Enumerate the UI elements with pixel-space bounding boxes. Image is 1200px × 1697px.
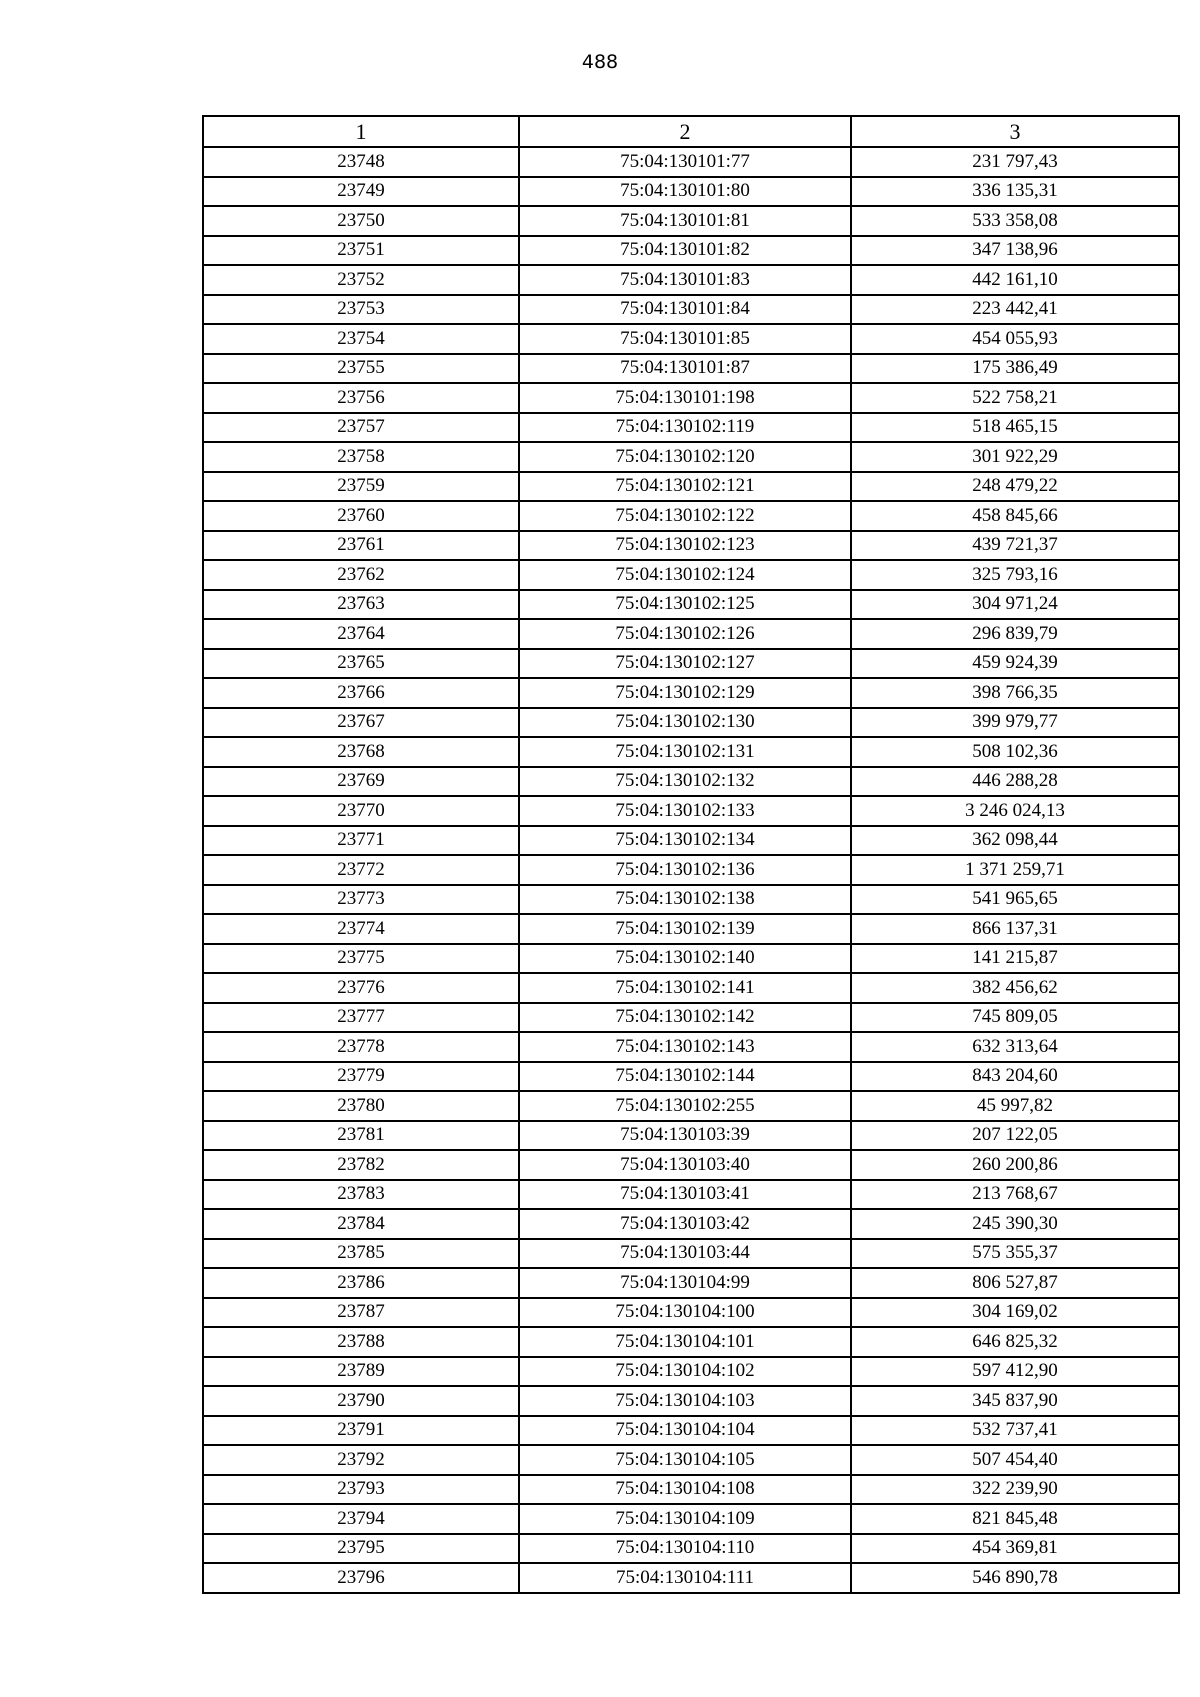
table-row <box>203 177 1179 207</box>
cadastral-number-cell: 75:04:130102:136 <box>519 855 851 885</box>
row-number-cell: 23759 <box>203 472 519 502</box>
row-number-cell: 23777 <box>203 1003 519 1033</box>
row-number-cell: 23795 <box>203 1534 519 1564</box>
table-row <box>203 796 1179 826</box>
table-row <box>203 1416 1179 1446</box>
value-cell: 398 766,35 <box>851 678 1179 708</box>
value-cell: 454 055,93 <box>851 324 1179 354</box>
row-number-cell: 23778 <box>203 1032 519 1062</box>
row-number-cell: 23790 <box>203 1386 519 1416</box>
cadastral-number-cell: 75:04:130102:134 <box>519 826 851 856</box>
value-cell: 575 355,37 <box>851 1239 1179 1269</box>
table-row <box>203 1121 1179 1151</box>
row-number-cell: 23772 <box>203 855 519 885</box>
value-cell: 646 825,32 <box>851 1327 1179 1357</box>
value-cell: 446 288,28 <box>851 767 1179 797</box>
value-cell: 245 390,30 <box>851 1209 1179 1239</box>
value-cell: 213 768,67 <box>851 1180 1179 1210</box>
value-cell: 442 161,10 <box>851 265 1179 295</box>
cadastral-number-cell: 75:04:130104:102 <box>519 1357 851 1387</box>
cadastral-number-cell: 75:04:130101:84 <box>519 295 851 325</box>
cadastral-number-cell: 75:04:130102:133 <box>519 796 851 826</box>
row-number-cell: 23789 <box>203 1357 519 1387</box>
table-header <box>203 116 1179 147</box>
cadastral-number-cell: 75:04:130101:83 <box>519 265 851 295</box>
table-row <box>203 885 1179 915</box>
value-cell: 322 239,90 <box>851 1475 1179 1505</box>
value-cell: 304 971,24 <box>851 590 1179 620</box>
value-cell: 745 809,05 <box>851 1003 1179 1033</box>
row-number-cell: 23757 <box>203 413 519 443</box>
value-cell: 399 979,77 <box>851 708 1179 738</box>
row-number-cell: 23782 <box>203 1150 519 1180</box>
value-cell: 806 527,87 <box>851 1268 1179 1298</box>
value-cell: 231 797,43 <box>851 147 1179 177</box>
row-number-cell: 23765 <box>203 649 519 679</box>
table-row <box>203 1327 1179 1357</box>
row-number-cell: 23755 <box>203 354 519 384</box>
table-row <box>203 678 1179 708</box>
cadastral-number-cell: 75:04:130101:82 <box>519 236 851 266</box>
row-number-cell: 23769 <box>203 767 519 797</box>
value-cell: 362 098,44 <box>851 826 1179 856</box>
row-number-cell: 23792 <box>203 1445 519 1475</box>
value-cell: 508 102,36 <box>851 737 1179 767</box>
cadastral-number-cell: 75:04:130103:41 <box>519 1180 851 1210</box>
value-cell: 175 386,49 <box>851 354 1179 384</box>
row-number-cell: 23754 <box>203 324 519 354</box>
table-row <box>203 1268 1179 1298</box>
cadastral-number-cell: 75:04:130104:103 <box>519 1386 851 1416</box>
row-number-cell: 23758 <box>203 442 519 472</box>
value-cell: 866 137,31 <box>851 914 1179 944</box>
table-row <box>203 1150 1179 1180</box>
table-row <box>203 1239 1179 1269</box>
table-row <box>203 590 1179 620</box>
table-row <box>203 1357 1179 1387</box>
cadastral-number-cell: 75:04:130103:42 <box>519 1209 851 1239</box>
cadastral-number-cell: 75:04:130102:126 <box>519 619 851 649</box>
value-cell: 597 412,90 <box>851 1357 1179 1387</box>
row-number-cell: 23762 <box>203 560 519 590</box>
table-row <box>203 1032 1179 1062</box>
row-number-cell: 23766 <box>203 678 519 708</box>
cadastral-number-cell: 75:04:130104:109 <box>519 1504 851 1534</box>
cadastral-number-cell: 75:04:130104:108 <box>519 1475 851 1505</box>
row-number-cell: 23773 <box>203 885 519 915</box>
table-row <box>203 1386 1179 1416</box>
row-number-cell: 23786 <box>203 1268 519 1298</box>
row-number-cell: 23771 <box>203 826 519 856</box>
row-number-cell: 23749 <box>203 177 519 207</box>
row-number-cell: 23783 <box>203 1180 519 1210</box>
row-number-cell: 23794 <box>203 1504 519 1534</box>
value-cell: 439 721,37 <box>851 531 1179 561</box>
table-row <box>203 295 1179 325</box>
cadastral-number-cell: 75:04:130102:255 <box>519 1091 851 1121</box>
cadastral-number-cell: 75:04:130102:129 <box>519 678 851 708</box>
table-row <box>203 1534 1179 1564</box>
value-cell: 459 924,39 <box>851 649 1179 679</box>
row-number-cell: 23796 <box>203 1563 519 1593</box>
cadastral-number-cell: 75:04:130103:44 <box>519 1239 851 1269</box>
row-number-cell: 23788 <box>203 1327 519 1357</box>
value-cell: 843 204,60 <box>851 1062 1179 1092</box>
value-cell: 248 479,22 <box>851 472 1179 502</box>
table-row <box>203 1180 1179 1210</box>
cadastral-number-cell: 75:04:130102:122 <box>519 501 851 531</box>
row-number-cell: 23753 <box>203 295 519 325</box>
column-header-3: 3 <box>851 116 1179 147</box>
value-cell: 518 465,15 <box>851 413 1179 443</box>
value-cell: 533 358,08 <box>851 206 1179 236</box>
cadastral-number-cell: 75:04:130102:123 <box>519 531 851 561</box>
value-cell: 223 442,41 <box>851 295 1179 325</box>
row-number-cell: 23787 <box>203 1298 519 1328</box>
table-row <box>203 472 1179 502</box>
row-number-cell: 23779 <box>203 1062 519 1092</box>
table-row <box>203 619 1179 649</box>
table-row <box>203 649 1179 679</box>
table-row <box>203 265 1179 295</box>
column-header-2: 2 <box>519 116 851 147</box>
row-number-cell: 23793 <box>203 1475 519 1505</box>
cadastral-number-cell: 75:04:130103:39 <box>519 1121 851 1151</box>
row-number-cell: 23760 <box>203 501 519 531</box>
row-number-cell: 23770 <box>203 796 519 826</box>
cadastral-number-cell: 75:04:130102:131 <box>519 737 851 767</box>
cadastral-number-cell: 75:04:130104:100 <box>519 1298 851 1328</box>
cadastral-number-cell: 75:04:130102:124 <box>519 560 851 590</box>
cadastral-number-cell: 75:04:130104:101 <box>519 1327 851 1357</box>
cadastral-number-cell: 75:04:130102:142 <box>519 1003 851 1033</box>
table-row <box>203 1091 1179 1121</box>
value-cell: 454 369,81 <box>851 1534 1179 1564</box>
row-number-cell: 23748 <box>203 147 519 177</box>
value-cell: 507 454,40 <box>851 1445 1179 1475</box>
table-row <box>203 531 1179 561</box>
cadastral-number-cell: 75:04:130104:105 <box>519 1445 851 1475</box>
row-number-cell: 23776 <box>203 973 519 1003</box>
cadastral-number-cell: 75:04:130104:111 <box>519 1563 851 1593</box>
row-number-cell: 23751 <box>203 236 519 266</box>
row-number-cell: 23768 <box>203 737 519 767</box>
header-row <box>203 116 1179 147</box>
value-cell: 141 215,87 <box>851 944 1179 974</box>
value-cell: 45 997,82 <box>851 1091 1179 1121</box>
cadastral-number-cell: 75:04:130102:139 <box>519 914 851 944</box>
row-number-cell: 23763 <box>203 590 519 620</box>
value-cell: 541 965,65 <box>851 885 1179 915</box>
cadastral-number-cell: 75:04:130101:87 <box>519 354 851 384</box>
value-cell: 336 135,31 <box>851 177 1179 207</box>
cadastral-number-cell: 75:04:130102:125 <box>519 590 851 620</box>
row-number-cell: 23752 <box>203 265 519 295</box>
cadastral-number-cell: 75:04:130102:120 <box>519 442 851 472</box>
value-cell: 296 839,79 <box>851 619 1179 649</box>
row-number-cell: 23764 <box>203 619 519 649</box>
table-row <box>203 1062 1179 1092</box>
row-number-cell: 23750 <box>203 206 519 236</box>
table-row <box>203 354 1179 384</box>
cadastral-number-cell: 75:04:130102:130 <box>519 708 851 738</box>
cadastral-number-cell: 75:04:130104:104 <box>519 1416 851 1446</box>
table-row <box>203 914 1179 944</box>
table-row <box>203 1563 1179 1593</box>
table-row <box>203 944 1179 974</box>
value-cell: 260 200,86 <box>851 1150 1179 1180</box>
table-row <box>203 973 1179 1003</box>
table-row <box>203 560 1179 590</box>
cadastral-number-cell: 75:04:130104:99 <box>519 1268 851 1298</box>
row-number-cell: 23784 <box>203 1209 519 1239</box>
value-cell: 304 169,02 <box>851 1298 1179 1328</box>
page-number: 488 <box>581 51 619 73</box>
table-row <box>203 767 1179 797</box>
value-cell: 345 837,90 <box>851 1386 1179 1416</box>
cadastral-number-cell: 75:04:130101:77 <box>519 147 851 177</box>
cadastral-number-cell: 75:04:130102:140 <box>519 944 851 974</box>
cadastral-number-cell: 75:04:130102:119 <box>519 413 851 443</box>
row-number-cell: 23791 <box>203 1416 519 1446</box>
value-cell: 382 456,62 <box>851 973 1179 1003</box>
table-row <box>203 708 1179 738</box>
cadastral-number-cell: 75:04:130102:127 <box>519 649 851 679</box>
table-body <box>203 147 1179 1593</box>
table-row <box>203 1003 1179 1033</box>
cadastral-number-cell: 75:04:130101:85 <box>519 324 851 354</box>
row-number-cell: 23774 <box>203 914 519 944</box>
value-cell: 546 890,78 <box>851 1563 1179 1593</box>
table-row <box>203 413 1179 443</box>
value-cell: 3 246 024,13 <box>851 796 1179 826</box>
row-number-cell: 23785 <box>203 1239 519 1269</box>
value-cell: 1 371 259,71 <box>851 855 1179 885</box>
row-number-cell: 23756 <box>203 383 519 413</box>
table-row <box>203 1475 1179 1505</box>
table-row <box>203 1445 1179 1475</box>
value-cell: 325 793,16 <box>851 560 1179 590</box>
value-cell: 532 737,41 <box>851 1416 1179 1446</box>
data-table <box>202 115 1180 1594</box>
row-number-cell: 23775 <box>203 944 519 974</box>
table-row <box>203 324 1179 354</box>
cadastral-number-cell: 75:04:130102:138 <box>519 885 851 915</box>
cadastral-number-cell: 75:04:130102:143 <box>519 1032 851 1062</box>
table-row <box>203 501 1179 531</box>
table-row <box>203 1298 1179 1328</box>
value-cell: 632 313,64 <box>851 1032 1179 1062</box>
table-row <box>203 855 1179 885</box>
value-cell: 821 845,48 <box>851 1504 1179 1534</box>
table-row <box>203 206 1179 236</box>
table-row <box>203 236 1179 266</box>
value-cell: 347 138,96 <box>851 236 1179 266</box>
cadastral-number-cell: 75:04:130101:80 <box>519 177 851 207</box>
table-row <box>203 442 1179 472</box>
column-header-1: 1 <box>203 116 519 147</box>
cadastral-number-cell: 75:04:130102:141 <box>519 973 851 1003</box>
cadastral-number-cell: 75:04:130101:81 <box>519 206 851 236</box>
table-row <box>203 737 1179 767</box>
cadastral-number-cell: 75:04:130102:144 <box>519 1062 851 1092</box>
row-number-cell: 23767 <box>203 708 519 738</box>
row-number-cell: 23761 <box>203 531 519 561</box>
value-cell: 522 758,21 <box>851 383 1179 413</box>
cadastral-number-cell: 75:04:130103:40 <box>519 1150 851 1180</box>
table-row <box>203 147 1179 177</box>
value-cell: 458 845,66 <box>851 501 1179 531</box>
value-cell: 207 122,05 <box>851 1121 1179 1151</box>
cadastral-number-cell: 75:04:130101:198 <box>519 383 851 413</box>
cadastral-number-cell: 75:04:130102:121 <box>519 472 851 502</box>
cadastral-number-cell: 75:04:130104:110 <box>519 1534 851 1564</box>
row-number-cell: 23780 <box>203 1091 519 1121</box>
table-row <box>203 383 1179 413</box>
row-number-cell: 23781 <box>203 1121 519 1151</box>
table-row <box>203 826 1179 856</box>
table-row <box>203 1504 1179 1534</box>
value-cell: 301 922,29 <box>851 442 1179 472</box>
cadastral-number-cell: 75:04:130102:132 <box>519 767 851 797</box>
table-row <box>203 1209 1179 1239</box>
